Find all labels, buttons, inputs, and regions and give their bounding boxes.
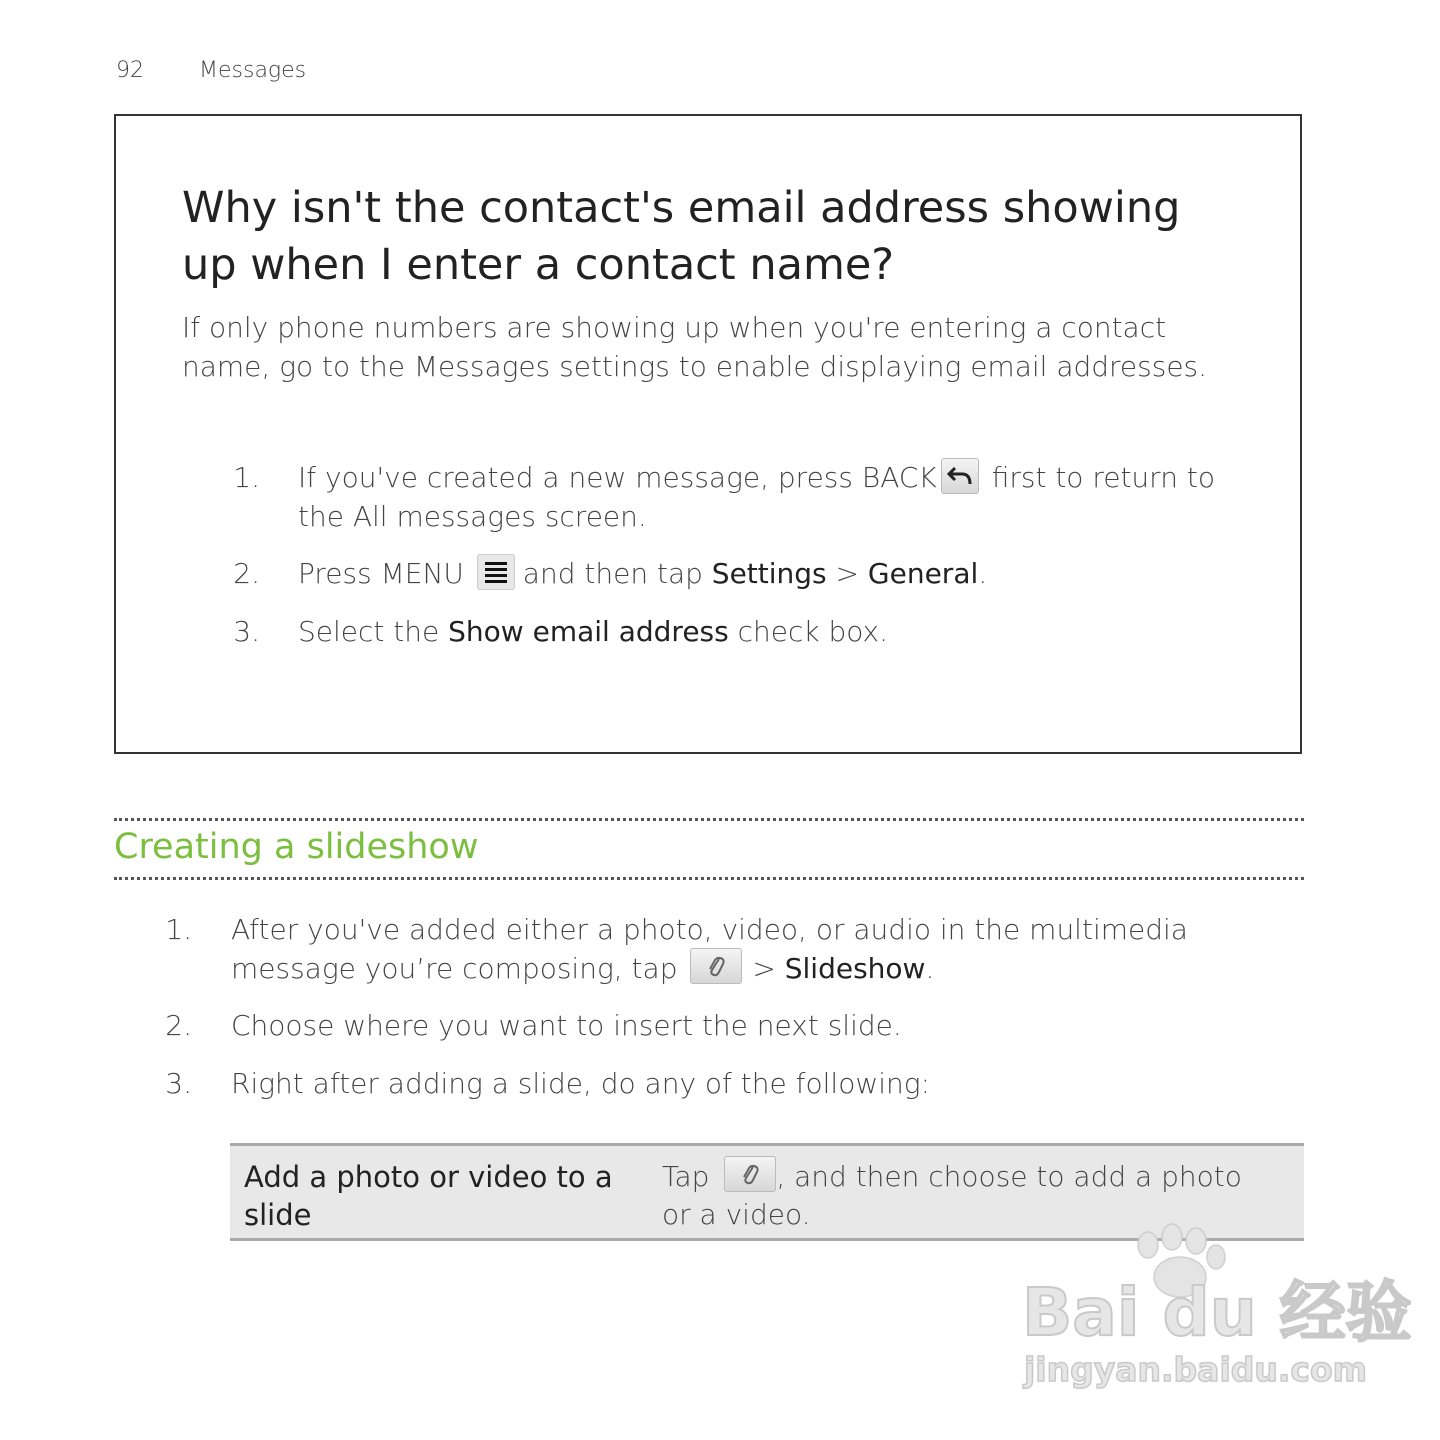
faq-box [114, 114, 1302, 754]
page-number: 92 [116, 58, 144, 83]
step-number: 3. [165, 1067, 192, 1100]
step-text: After you've added either a photo, video, or audio in the multimedia message you’re composing, tap > Slideshow. [231, 913, 1188, 985]
step-number: 1. [233, 461, 260, 494]
step-number: 2. [165, 1009, 192, 1042]
step-text: Select the Show email address check box. [298, 615, 889, 648]
option-description: Tap , and then choose to add a photo or a video. [662, 1158, 1262, 1234]
watermark-url: jingyan.baidu.com [1024, 1350, 1368, 1389]
step-text: Choose where you want to insert the next slide. [231, 1009, 902, 1042]
step-number: 3. [233, 615, 260, 648]
chapter-title: Messages [199, 58, 307, 83]
faq-step-3 [116, 612, 1304, 651]
step-text: If you've created a new message, press BACK first to return to the All messages screen. [298, 458, 1258, 536]
menu-icon [477, 554, 515, 590]
section-heading [114, 818, 1304, 880]
faq-body: If only phone numbers are showing up when you're entering a contact name, go to the Messages settings to enable displaying email addresses. [182, 311, 1208, 383]
slideshow-step-2 [0, 1006, 1440, 1045]
back-arrow-icon [941, 458, 979, 494]
page-header [116, 58, 306, 83]
option-label: Add a photo or video to a slide [244, 1160, 613, 1232]
slideshow-step-1 [0, 910, 1440, 988]
section-title: Creating a slideshow [114, 827, 479, 867]
faq-step-1 [116, 458, 1304, 536]
step-number: 2. [233, 557, 260, 590]
watermark-brand: Bai du 经验 [1022, 1274, 1412, 1351]
baidu-watermark [1020, 1225, 1412, 1395]
step-text: Press MENU and then tap Settings > General. [298, 554, 1258, 593]
step-number: 1. [165, 913, 192, 946]
paperclip-icon [690, 948, 742, 984]
faq-title: Why isn't the contact's email address showing up when I enter a contact name? [182, 183, 1181, 290]
paperclip-icon [724, 1156, 776, 1192]
step-text: Right after adding a slide, do any of the following: [231, 1067, 931, 1100]
slideshow-step-3 [0, 1064, 1440, 1103]
faq-step-2 [116, 554, 1304, 593]
